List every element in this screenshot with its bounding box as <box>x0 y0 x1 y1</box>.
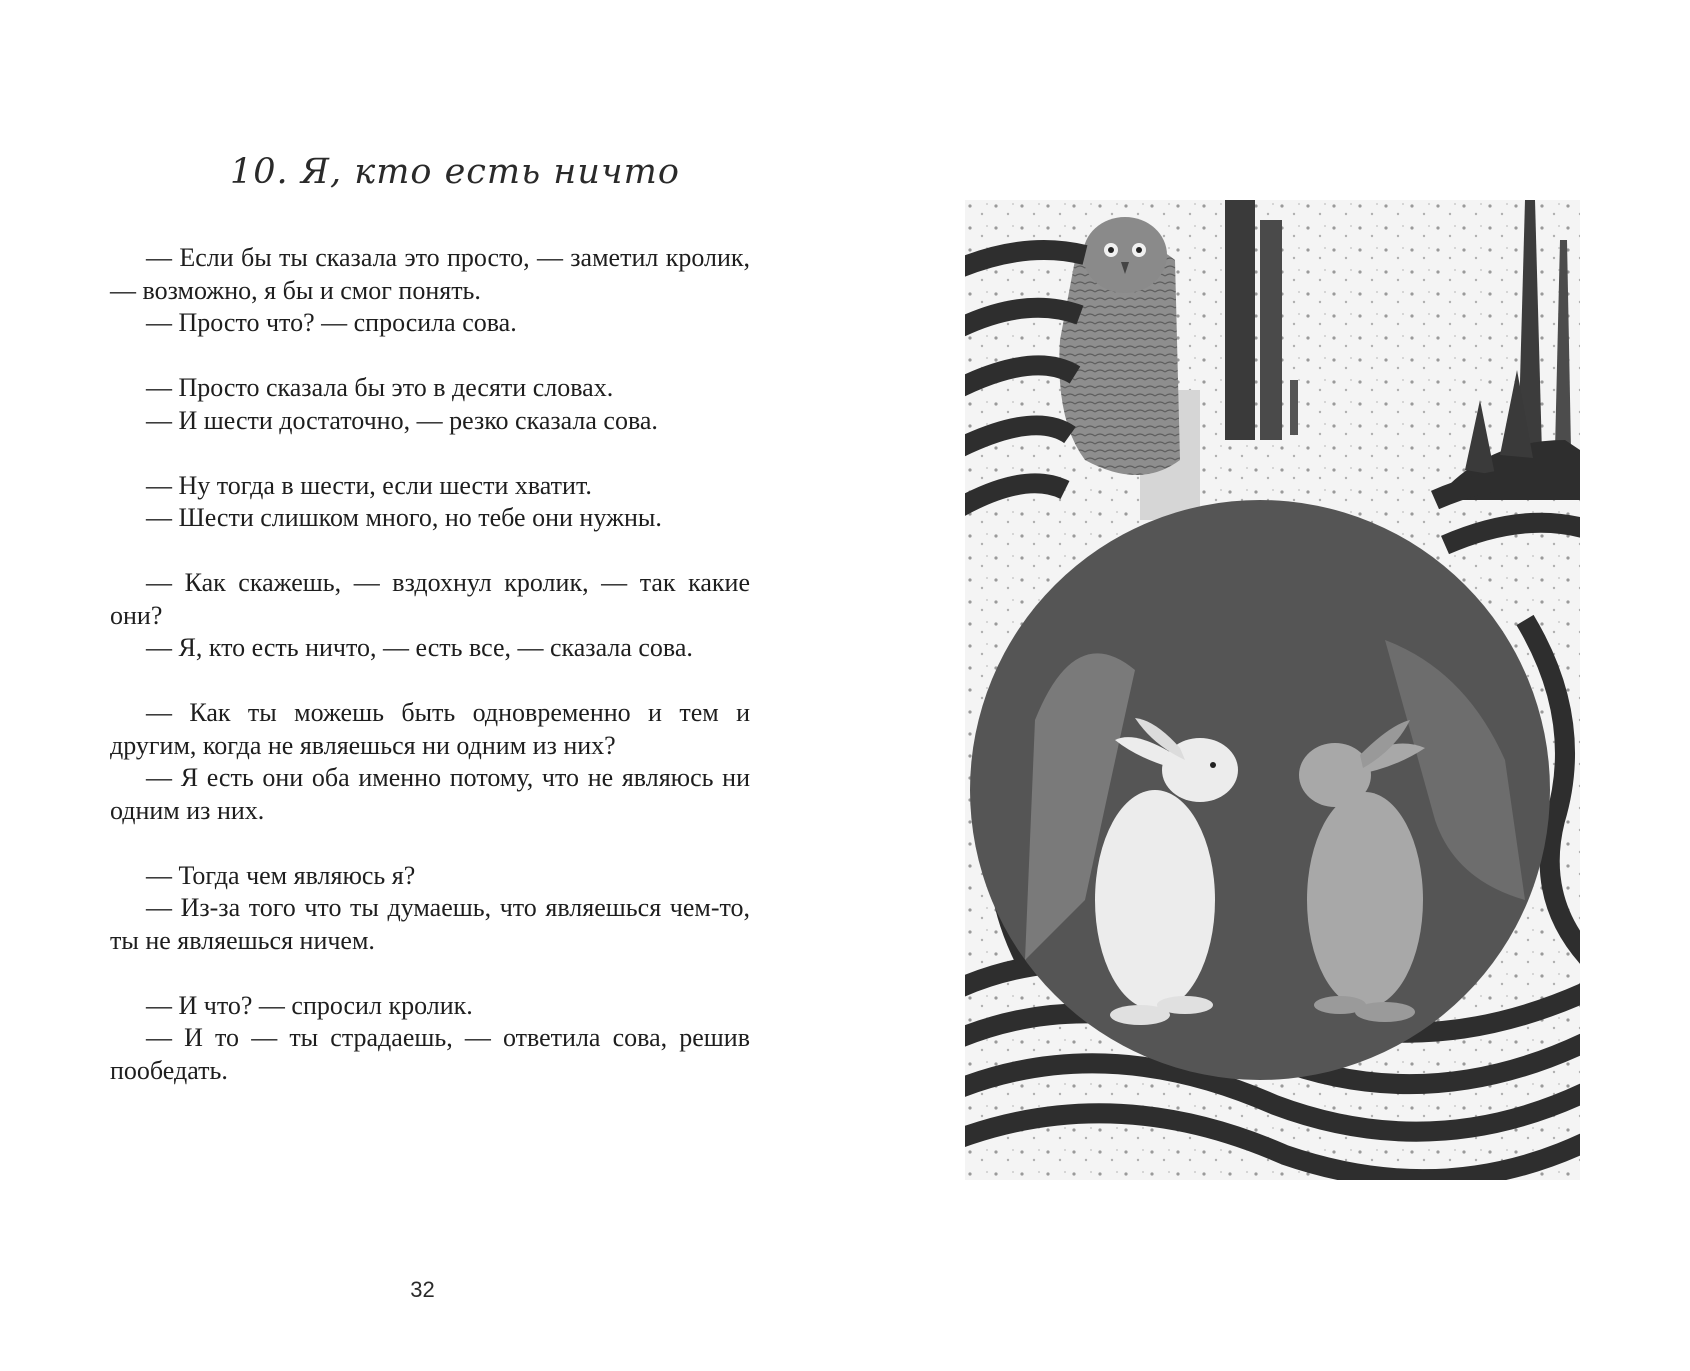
dialogue-line: — И то — ты страдаешь, — ответила сова, решив пообедать. <box>110 1023 750 1085</box>
dialogue-line: — Просто что? — спросила сова. <box>146 308 517 337</box>
dialogue-line: — Я, кто есть ничто, — есть все, — сказала сова. <box>146 633 693 662</box>
dialogue-line: — Шести слишком много, но тебе они нужны. <box>146 503 662 532</box>
dialogue-line: — Как скажешь, — вздохнул кролик, — так какие они? <box>110 568 750 630</box>
dialogue-line: — И что? — спросил кролик. <box>146 990 473 1020</box>
dialogue-line: — Тогда чем являюсь я? <box>146 860 416 890</box>
dialogue-line: — Я есть они оба именно потому, что не являюсь ни одним из них. <box>110 763 750 825</box>
chapter-body <box>110 242 750 1087</box>
dialogue-line: — Ну тогда в шести, если шести хватит. <box>146 470 592 500</box>
page-number: 32 <box>410 1277 435 1302</box>
chapter-title: 10. Я, кто есть ничто <box>230 152 680 192</box>
dialogue-line: — Если бы ты сказала это просто, — заметил кролик, — возможно, я бы и смог понять. <box>110 243 750 305</box>
dialogue-line: — Просто сказала бы это в десяти словах. <box>146 373 614 402</box>
dialogue-line: — Как ты можешь быть одновременно и тем и другим, когда не являешься ни одним из них? <box>110 698 750 760</box>
dialogue-line: — Из-за того что ты думаешь, что являешься чем-то, ты не являешься ничем. <box>110 893 750 955</box>
right-page <box>845 0 1690 1371</box>
owl-and-hares-illustration <box>965 200 1580 1180</box>
dialogue-line: — И шести достаточно, — резко сказала сова. <box>146 405 658 435</box>
